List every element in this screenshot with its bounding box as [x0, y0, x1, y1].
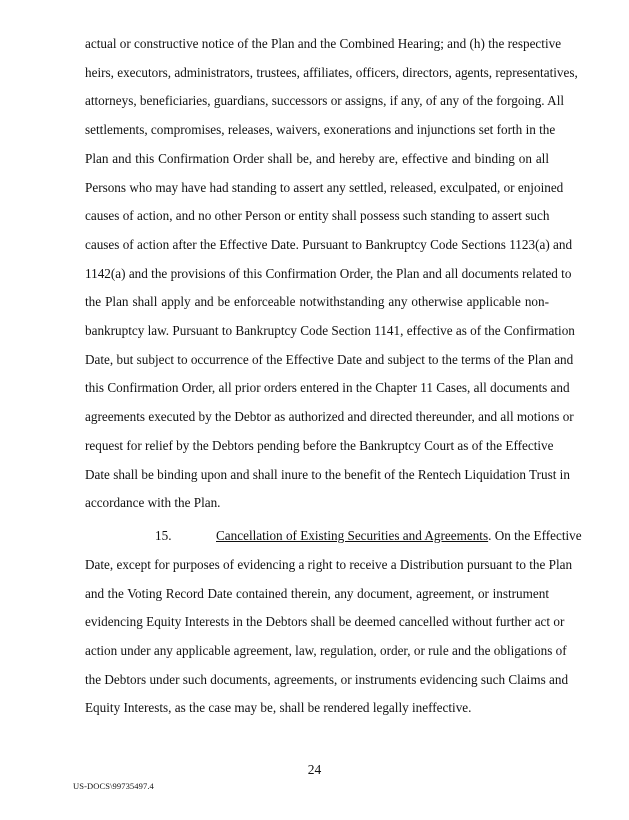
text-line: bankruptcy law. Pursuant to Bankruptcy Code Section 1141, effective as of the Confirmation — [85, 323, 575, 338]
text-line: attorneys, beneficiaries, guardians, successors or assigns, if any, of any of the forgoing. All — [85, 93, 565, 109]
text-line: the Debtors under such documents, agreements, or instruments evidencing such Claims and — [85, 671, 569, 687]
text-line: causes of action, and no other Person or entity shall possess such standing to assert such — [85, 208, 550, 224]
text-line: causes of action after the Effective Date. Pursuant to Bankruptcy Code Sections 1123(a) and — [85, 236, 573, 252]
text-line: agreements executed by the Debtor as authorized and directed thereunder, and all motions or — [85, 409, 574, 425]
text-line: Date, except for purposes of evidencing a right to receive a Distribution pursuant to the Plan — [85, 556, 573, 572]
page-number: 24 — [307, 762, 322, 777]
text-line: 1142(a) and the provisions of this Confirmation Order, the Plan and all documents related to — [85, 265, 572, 281]
text-line: this Confirmation Order, all prior orders entered in the Chapter 11 Cases, all documents and — [85, 380, 570, 396]
text-line: Plan and this Confirmation Order shall be, and hereby are, effective and binding on all — [85, 150, 549, 166]
text-line: and the Voting Record Date contained therein, any document, agreement, or instrument — [85, 585, 549, 601]
text-line: the Plan shall apply and be enforceable notwithstanding any otherwise applicable non- — [85, 294, 549, 310]
document-id: US-DOCS\99735497.4 — [73, 781, 154, 791]
text-line: heirs, executors, administrators, trustees, affiliates, officers, directors, agents, representatives, — [85, 64, 578, 80]
text-line: action under any applicable agreement, law, regulation, order, or rule and the obligations of — [85, 643, 567, 658]
text-line: actual or constructive notice of the Plan and the Combined Hearing; and (h) the respective — [85, 36, 562, 51]
section-heading-line — [155, 528, 582, 544]
section-number: 15. — [155, 528, 172, 544]
section-title: Cancellation of Existing Securities and Agreements — [216, 528, 489, 544]
text-line: Persons who may have had standing to assert any settled, released, exculpated, or enjoined — [85, 179, 564, 195]
text-line: Equity Interests, as the case may be, shall be rendered legally ineffective. — [85, 700, 472, 716]
text-line: Date shall be binding upon and shall inure to the benefit of the Rentech Liquidation Trust in — [85, 466, 570, 482]
text-line: Date, but subject to occurrence of the Effective Date and subject to the terms of the Plan and — [85, 351, 574, 367]
text-line: accordance with the Plan. — [85, 495, 221, 511]
section-heading-rest: . On the Effective — [488, 528, 582, 544]
text-line: request for relief by the Debtors pending before the Bankruptcy Court as of the Effective — [85, 437, 554, 453]
text-line: settlements, compromises, releases, waivers, exonerations and injunctions set forth in the — [85, 122, 556, 138]
text-line: evidencing Equity Interests in the Debtors shall be deemed cancelled without further act or — [85, 614, 565, 630]
